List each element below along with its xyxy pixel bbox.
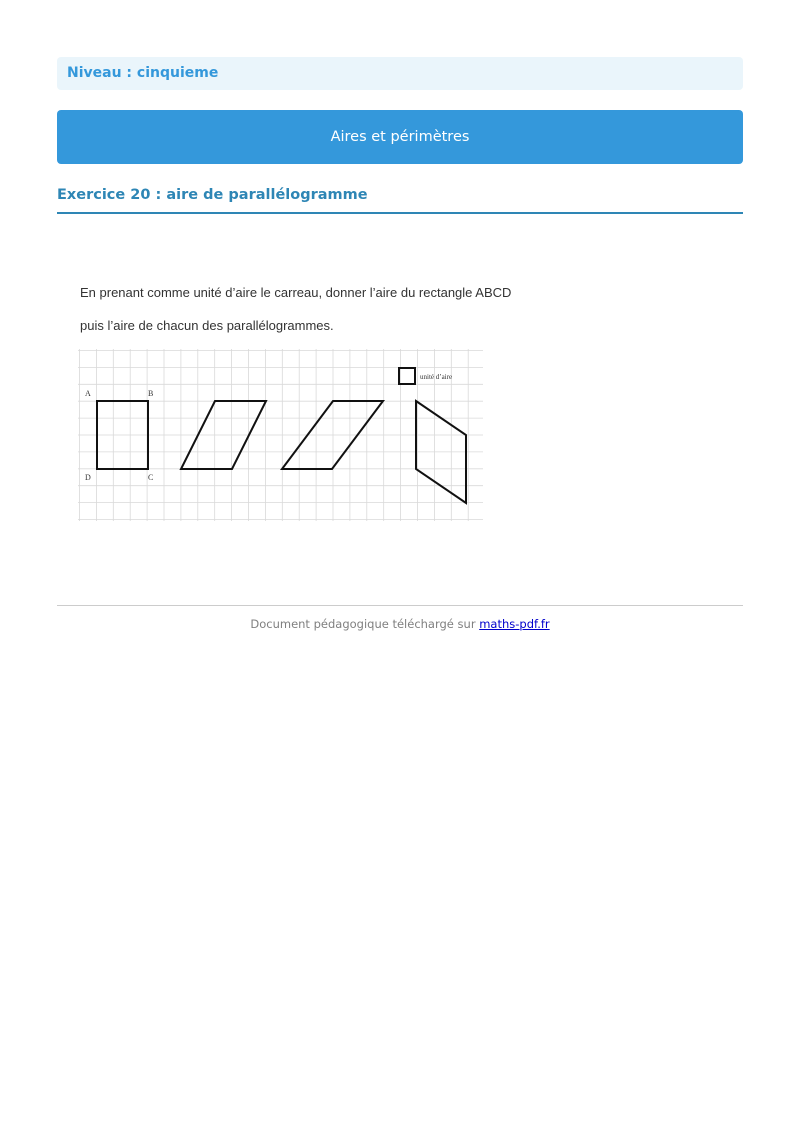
footer-text: Document pédagogique téléchargé sur — [250, 617, 476, 631]
exercise-title: Exercice 20 : aire de parallélogramme — [57, 184, 743, 214]
grid-figure — [78, 349, 483, 521]
topic-title: Aires et périmètres — [330, 129, 470, 145]
topic-banner — [57, 110, 743, 164]
vertex-label-b: B — [148, 389, 154, 398]
statement-line-1: En prenant comme unité d’aire le carreau, donner l’aire du rectangle ABCD — [80, 285, 512, 300]
unit-legend: unité d’aire — [420, 373, 453, 381]
vertex-label-d: D — [85, 473, 91, 482]
vertex-label-c: C — [148, 473, 154, 482]
footer-link[interactable]: maths-pdf.fr — [479, 617, 550, 631]
footer — [57, 617, 743, 631]
vertex-label-a: A — [85, 389, 91, 398]
footer-divider — [57, 605, 743, 606]
level-label: Niveau : cinquieme — [67, 65, 219, 81]
level-box — [57, 57, 743, 90]
statement-line-2: puis l’aire de chacun des parallélogrammes. — [80, 318, 334, 333]
